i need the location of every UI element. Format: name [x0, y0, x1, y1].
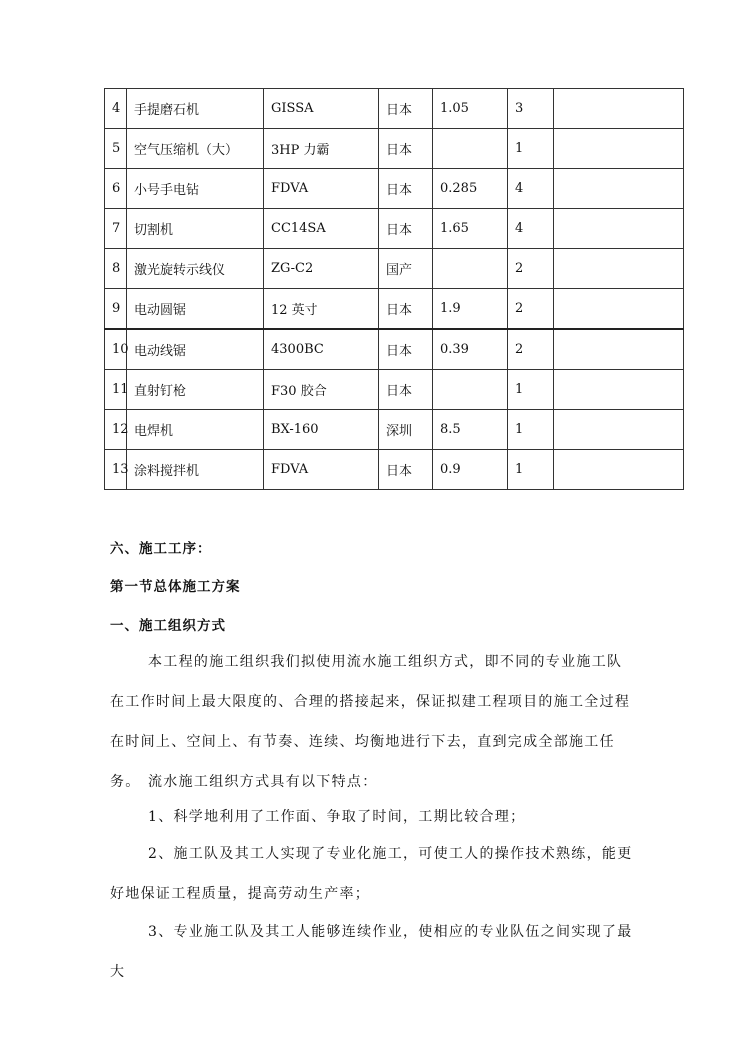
- cell-name: 切割机: [127, 209, 264, 249]
- cell-no: 5: [105, 129, 127, 169]
- paragraph-feature-3: 3、专业施工队及其工人能够连续作业，使相应的专业队伍之间实现了最大: [110, 924, 633, 980]
- cell-origin: 日本: [379, 89, 433, 129]
- cell-model: 4300BC: [264, 329, 379, 370]
- cell-qty: 4: [508, 209, 554, 249]
- cell-no: 13: [105, 450, 127, 490]
- table-row: [105, 129, 684, 169]
- cell-no: 12: [105, 410, 127, 450]
- cell-origin: 日本: [379, 129, 433, 169]
- cell-power: [433, 129, 508, 169]
- cell-name: 涂料搅拌机: [127, 450, 264, 490]
- cell-no: 4: [105, 89, 127, 129]
- cell-note: [554, 169, 684, 209]
- cell-qty: 3: [508, 89, 554, 129]
- cell-model: FDVA: [264, 450, 379, 490]
- cell-qty: 4: [508, 169, 554, 209]
- cell-power: 0.39: [433, 329, 508, 370]
- cell-note: [554, 209, 684, 249]
- section-heading: 六、施工工序：: [110, 541, 212, 557]
- cell-origin: 日本: [379, 450, 433, 490]
- cell-qty: 1: [508, 450, 554, 490]
- cell-note: [554, 129, 684, 169]
- cell-model: F30 胶合: [264, 370, 379, 410]
- cell-qty: 2: [508, 289, 554, 330]
- paragraph-feature-2: 2、施工队及其工人实现了专业化施工，可使工人的操作技术熟练，能更好地保证工程质量，提高劳动生产率；: [110, 846, 633, 902]
- cell-name: 激光旋转示线仪: [127, 249, 264, 289]
- cell-origin: 日本: [379, 370, 433, 410]
- cell-model: BX-160: [264, 410, 379, 450]
- cell-origin: 日本: [379, 329, 433, 370]
- cell-no: 6: [105, 169, 127, 209]
- cell-model: CC14SA: [264, 209, 379, 249]
- cell-origin: 日本: [379, 289, 433, 330]
- cell-name: 电焊机: [127, 410, 264, 450]
- table-row: [105, 329, 684, 370]
- cell-qty: 1: [508, 410, 554, 450]
- table-row: [105, 249, 684, 289]
- table-row: [105, 370, 684, 410]
- cell-note: [554, 370, 684, 410]
- cell-origin: 日本: [379, 169, 433, 209]
- cell-qty: 2: [508, 329, 554, 370]
- section-subheading: 第一节总体施工方案: [110, 579, 241, 595]
- table-row: [105, 209, 684, 249]
- cell-model: ZG-C2: [264, 249, 379, 289]
- paragraph-features-intro: 流水施工组织方式具有以下特点：: [148, 774, 378, 790]
- cell-note: [554, 249, 684, 289]
- cell-name: 小号手电钻: [127, 169, 264, 209]
- cell-power: 1.65: [433, 209, 508, 249]
- cell-no: 10: [105, 329, 127, 370]
- cell-model: FDVA: [264, 169, 379, 209]
- cell-no: 9: [105, 289, 127, 330]
- cell-origin: 国产: [379, 249, 433, 289]
- cell-model: 12 英寸: [264, 289, 379, 330]
- table-row: [105, 169, 684, 209]
- cell-note: [554, 89, 684, 129]
- cell-qty: 2: [508, 249, 554, 289]
- cell-note: [554, 289, 684, 330]
- table-row: [105, 289, 684, 330]
- cell-power: 1.9: [433, 289, 508, 330]
- cell-model: 3HP 力霸: [264, 129, 379, 169]
- cell-model: GISSA: [264, 89, 379, 129]
- cell-name: 手提磨石机: [127, 89, 264, 129]
- cell-note: [554, 410, 684, 450]
- cell-power: 1.05: [433, 89, 508, 129]
- table-row: [105, 450, 684, 490]
- cell-note: [554, 329, 684, 370]
- cell-note: [554, 450, 684, 490]
- cell-name: 空气压缩机（大）: [127, 129, 264, 169]
- section-subsubheading: 一、施工组织方式: [110, 618, 226, 634]
- cell-name: 直射钉枪: [127, 370, 264, 410]
- paragraph-feature-1: 1、科学地利用了工作面、争取了时间，工期比较合理；: [148, 809, 526, 825]
- cell-no: 11: [105, 370, 127, 410]
- equipment-table: [104, 88, 684, 490]
- cell-no: 7: [105, 209, 127, 249]
- paragraph-organization: 本工程的施工组织我们拟使用流水施工组织方式，即不同的专业施工队在工作时间上最大限度的、合理的搭接起来，保证拟建工程项目的施工全过程在时间上、空间上、有节奏、连续、均衡地进行下去，直到完成全部施工任务。: [110, 654, 631, 790]
- cell-name: 电动圆锯: [127, 289, 264, 330]
- cell-qty: 1: [508, 370, 554, 410]
- cell-origin: 日本: [379, 209, 433, 249]
- cell-power: [433, 370, 508, 410]
- table-row: [105, 89, 684, 129]
- cell-qty: 1: [508, 129, 554, 169]
- cell-power: 8.5: [433, 410, 508, 450]
- cell-origin: 深圳: [379, 410, 433, 450]
- cell-name: 电动线锯: [127, 329, 264, 370]
- cell-power: [433, 249, 508, 289]
- cell-power: 0.9: [433, 450, 508, 490]
- cell-no: 8: [105, 249, 127, 289]
- cell-power: 0.285: [433, 169, 508, 209]
- table-row: [105, 410, 684, 450]
